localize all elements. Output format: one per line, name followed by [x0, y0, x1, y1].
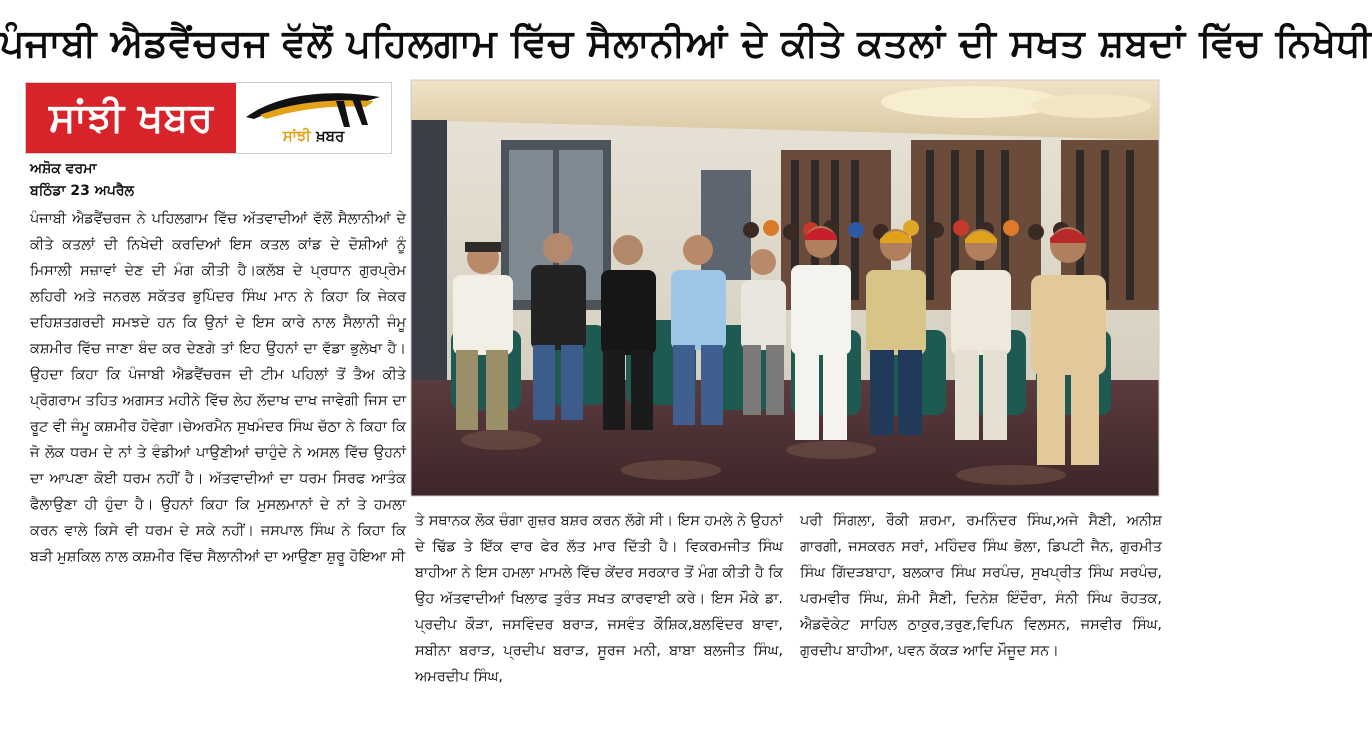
newspaper-logo [25, 82, 392, 154]
logo-emblem [236, 83, 391, 153]
byline-author: ਅਸ਼ੋਕ ਵਰਮਾ [30, 161, 97, 177]
bird-swoosh-icon [240, 87, 386, 129]
logo-small-word-1: ਸਾਂਝੀ [282, 127, 311, 145]
article-column-1 [30, 206, 406, 570]
article-paragraph: ਪੰਜਾਬੀ ਐਡਵੈਂਚਰਜ ਨੇ ਪਹਿਲਗਾਮ ਵਿੱਚ ਅੱਤਵਾਦੀਆਂ ਵੱਲੋਂ ਸੈਲਾਨੀਆਂ ਦੇ ਕੀਤੇ ਕਤਲਾਂ ਦੀ ਨਿਖੇਦੀ ਕਰਦਿਆਂ ਇਸ ਕਤਲ ਕਾਂਡ ਦੇ ਦੋਸ਼ੀਆਂ ਨੂੰ ਮਿਸਾਲੀ ਸਜ਼ਾਵਾਂ ਦੇਣ ਦੀ ਮੰਗ ਕੀਤੀ ਹੈ।ਕਲੱਬ ਦੇ ਪ੍ਰਧਾਨ ਗੁਰਪ੍ਰੇਮ ਲਹਿਰੀ ਅਤੇ ਜਨਰਲ ਸਕੱਤਰ ਭੁਪਿੰਦਰ ਸਿੰਘ ਮਾਨ ਨੇ ਕਿਹਾ ਕਿ ਜੇਕਰ ਦਹਿਸ਼ਤਗਰਦੀ ਸਮਝਦੇ ਹਨ ਕਿ ਉਨਾਂ ਦੇ ਇਸ ਕਾਰੇ ਨਾਲ ਸੈਲਾਨੀ ਜੰਮੂ ਕਸ਼ਮੀਰ ਵਿੱਚ ਜਾਣਾ ਬੰਦ ਕਰ ਦੇਣਗੇ ਤਾਂ ਇਹ ਉਹਨਾਂ ਦਾ ਵੱਡਾ ਭੁਲੇਖਾ ਹੈ। ਉਹਦਾ ਕਿਹਾ ਕਿ ਪੰਜਾਬੀ ਐਡਵੈਂਚਰਜ ਦੀ ਟੀਮ ਪਹਿਲਾਂ ਤੋਂ ਤੈਅ ਕੀਤੇ ਪ੍ਰੋਗਰਾਮ ਤਹਿਤ ਅਗਸਤ ਮਹੀਨੇ ਵਿੱਚ ਲੇਹ ਲੱਦਾਖ ਦਾਖ ਜਾਵੇਗੀ ਜਿਸ ਦਾ ਰੂਟ ਵੀ ਜੰਮੂ ਕਸ਼ਮੀਰ ਹੋਵੇਗਾ।ਚੇਅਰਮੈਨ ਸੁਖਮੰਦਰ ਸਿੰਘ ਚੱਠਾ ਨੇ ਕਿਹਾ ਕਿ ਜੋ ਲੋਕ ਧਰਮ ਦੇ ਨਾਂ ਤੇ ਵੰਡੀਆਂ ਪਾਉਣੀਆਂ ਚਾਹੁੰਦੇ ਨੇ ਅਸਲ ਵਿੱਚ ਉਹਨਾਂ ਦਾ ਆਪਣਾ ਕੋਈ ਧਰਮ ਨਹੀਂ ਹੈ। ਅੱਤਵਾਦੀਆਂ ਦਾ ਧਰਮ ਸਿਰਫ ਆਤੰਕ ਫੈਲਾਉਣਾ ਹੀ ਹੁੰਦਾ ਹੈ। ਉਹਨਾਂ ਕਿਹਾ ਕਿ ਮੁਸਲਮਾਨਾਂ ਦੇ ਨਾਂ ਤੇ ਹਮਲਾ ਕਰਨ ਵਾਲੇ ਕਿਸੇ ਵੀ ਧਰਮ ਦੇ ਸਕੇ ਨਹੀਂ। ਜਸਪਾਲ ਸਿੰਘ ਨੇ ਕਿਹਾ ਕਿ ਬੜੀ ਮੁਸ਼ਕਿਲ ਨਾਲ ਕਸ਼ਮੀਰ ਵਿੱਚ ਸੈਲਾਨੀਆਂ ਦਾ ਆਉਣਾ ਸ਼ੁਰੂ ਹੋਇਆ ਸੀ [30, 211, 406, 565]
event-photo [411, 80, 1159, 496]
article-column-3 [800, 508, 1162, 664]
logo-main-text: ਸਾਂਝੀ ਖਬਰ [26, 83, 236, 153]
byline-dateline: ਬਠਿੰਡਾ 23 ਅਪਰੈਲ [30, 183, 134, 199]
logo-small-word-2: ਖ਼ਬਰ [316, 127, 345, 145]
meeting-photo-illustration [411, 80, 1159, 496]
logo-small-text [236, 127, 391, 145]
article-paragraph: ਪਰੀ ਸਿੰਗਲਾ, ਰੌਕੀ ਸ਼ਰਮਾ, ਰਮਨਿੰਦਰ ਸਿੰਘ,ਅਜੇ ਸੈਣੀ, ਅਨੀਸ਼ ਗਾਰਗੀ, ਜਸਕਰਨ ਸਰਾਂ, ਮਹਿੰਦਰ ਸਿੰਘ ਭੋਲਾ, ਡਿਪਟੀ ਜੈਨ, ਗੁਰਮੀਤ ਸਿੰਘ ਗਿੱਦੜਬਾਹਾ, ਬਲਕਾਰ ਸਿੰਘ ਸਰਪੰਚ, ਸੁਖਪ੍ਰੀਤ ਸਿੰਘ ਸਰਪੰਚ, ਪਰਮਵੀਰ ਸਿੰਘ, ਸ਼ੰਮੀ ਸੈਣੀ, ਦਿਨੇਸ਼ ਇੰਦੌਰਾ, ਸੰਨੀ ਸਿੰਘ ਰੋਹਤਕ, ਐਡਵੋਕੇਟ ਸਾਹਿਲ ਠਾਕੁਰ,ਤਰੁਣ,ਵਿਪਿਨ ਵਿਲਸਨ, ਜਸਵੀਰ ਸਿੰਘ, ਗੁਰਦੀਪ ਬਾਹੀਆ, ਪਵਨ ਕੱਕੜ ਆਦਿ ਮੌਜੂਦ ਸਨ। [800, 513, 1162, 659]
headline: ਪੰਜਾਬੀ ਐਡਵੈਂਚਰਜ ਵੱਲੋਂ ਪਹਿਲਗਾਮ ਵਿੱਚ ਸੈਲਾਨੀਆਂ ਦੇ ਕੀਤੇ ਕਤਲਾਂ ਦੀ ਸਖਤ ਸ਼ਬਦਾਂ ਵਿੱਚ ਨਿਖੇਧੀ [0, 21, 1372, 65]
article-column-2 [415, 508, 783, 690]
article-paragraph: ਤੇ ਸਥਾਨਕ ਲੋਕ ਚੰਗਾ ਗੁਜ਼ਰ ਬਸ਼ਰ ਕਰਨ ਲੱਗੇ ਸੀ। ਇਸ ਹਮਲੇ ਨੇ ਉਹਨਾਂ ਦੇ ਢਿੱਡ ਤੇ ਇੱਕ ਵਾਰ ਫੇਰ ਲੱਤ ਮਾਰ ਦਿੱਤੀ ਹੈ। ਵਿਕਰਮਜੀਤ ਸਿੰਘ ਬਾਹੀਆ ਨੇ ਇਸ ਹਮਲਾ ਮਾਮਲੇ ਵਿੱਚ ਕੇਂਦਰ ਸਰਕਾਰ ਤੋਂ ਮੰਗ ਕੀਤੀ ਹੈ ਕਿ ਉਹ ਅੱਤਵਾਦੀਆਂ ਖਿਲਾਫ ਤੁਰੰਤ ਸਖਤ ਕਾਰਵਾਈ ਕਰੇ। ਇਸ ਮੌਕੇ ਡਾ. ਪ੍ਰਦੀਪ ਕੌੜਾ, ਜਸਵਿੰਦਰ ਬਰਾੜ, ਜਸਵੰਤ ਕੌਸ਼ਿਕ,ਬਲਵਿੰਦਰ ਬਾਵਾ, ਸਬੀਨਾ ਬਰਾੜ, ਪ੍ਰਦੀਪ ਬਰਾੜ, ਸੂਰਜ ਮਨੀ, ਬਾਬਾ ਬਲਜੀਤ ਸਿੰਘ, ਅਮਰਦੀਪ ਸਿੰਘ, [415, 513, 783, 685]
